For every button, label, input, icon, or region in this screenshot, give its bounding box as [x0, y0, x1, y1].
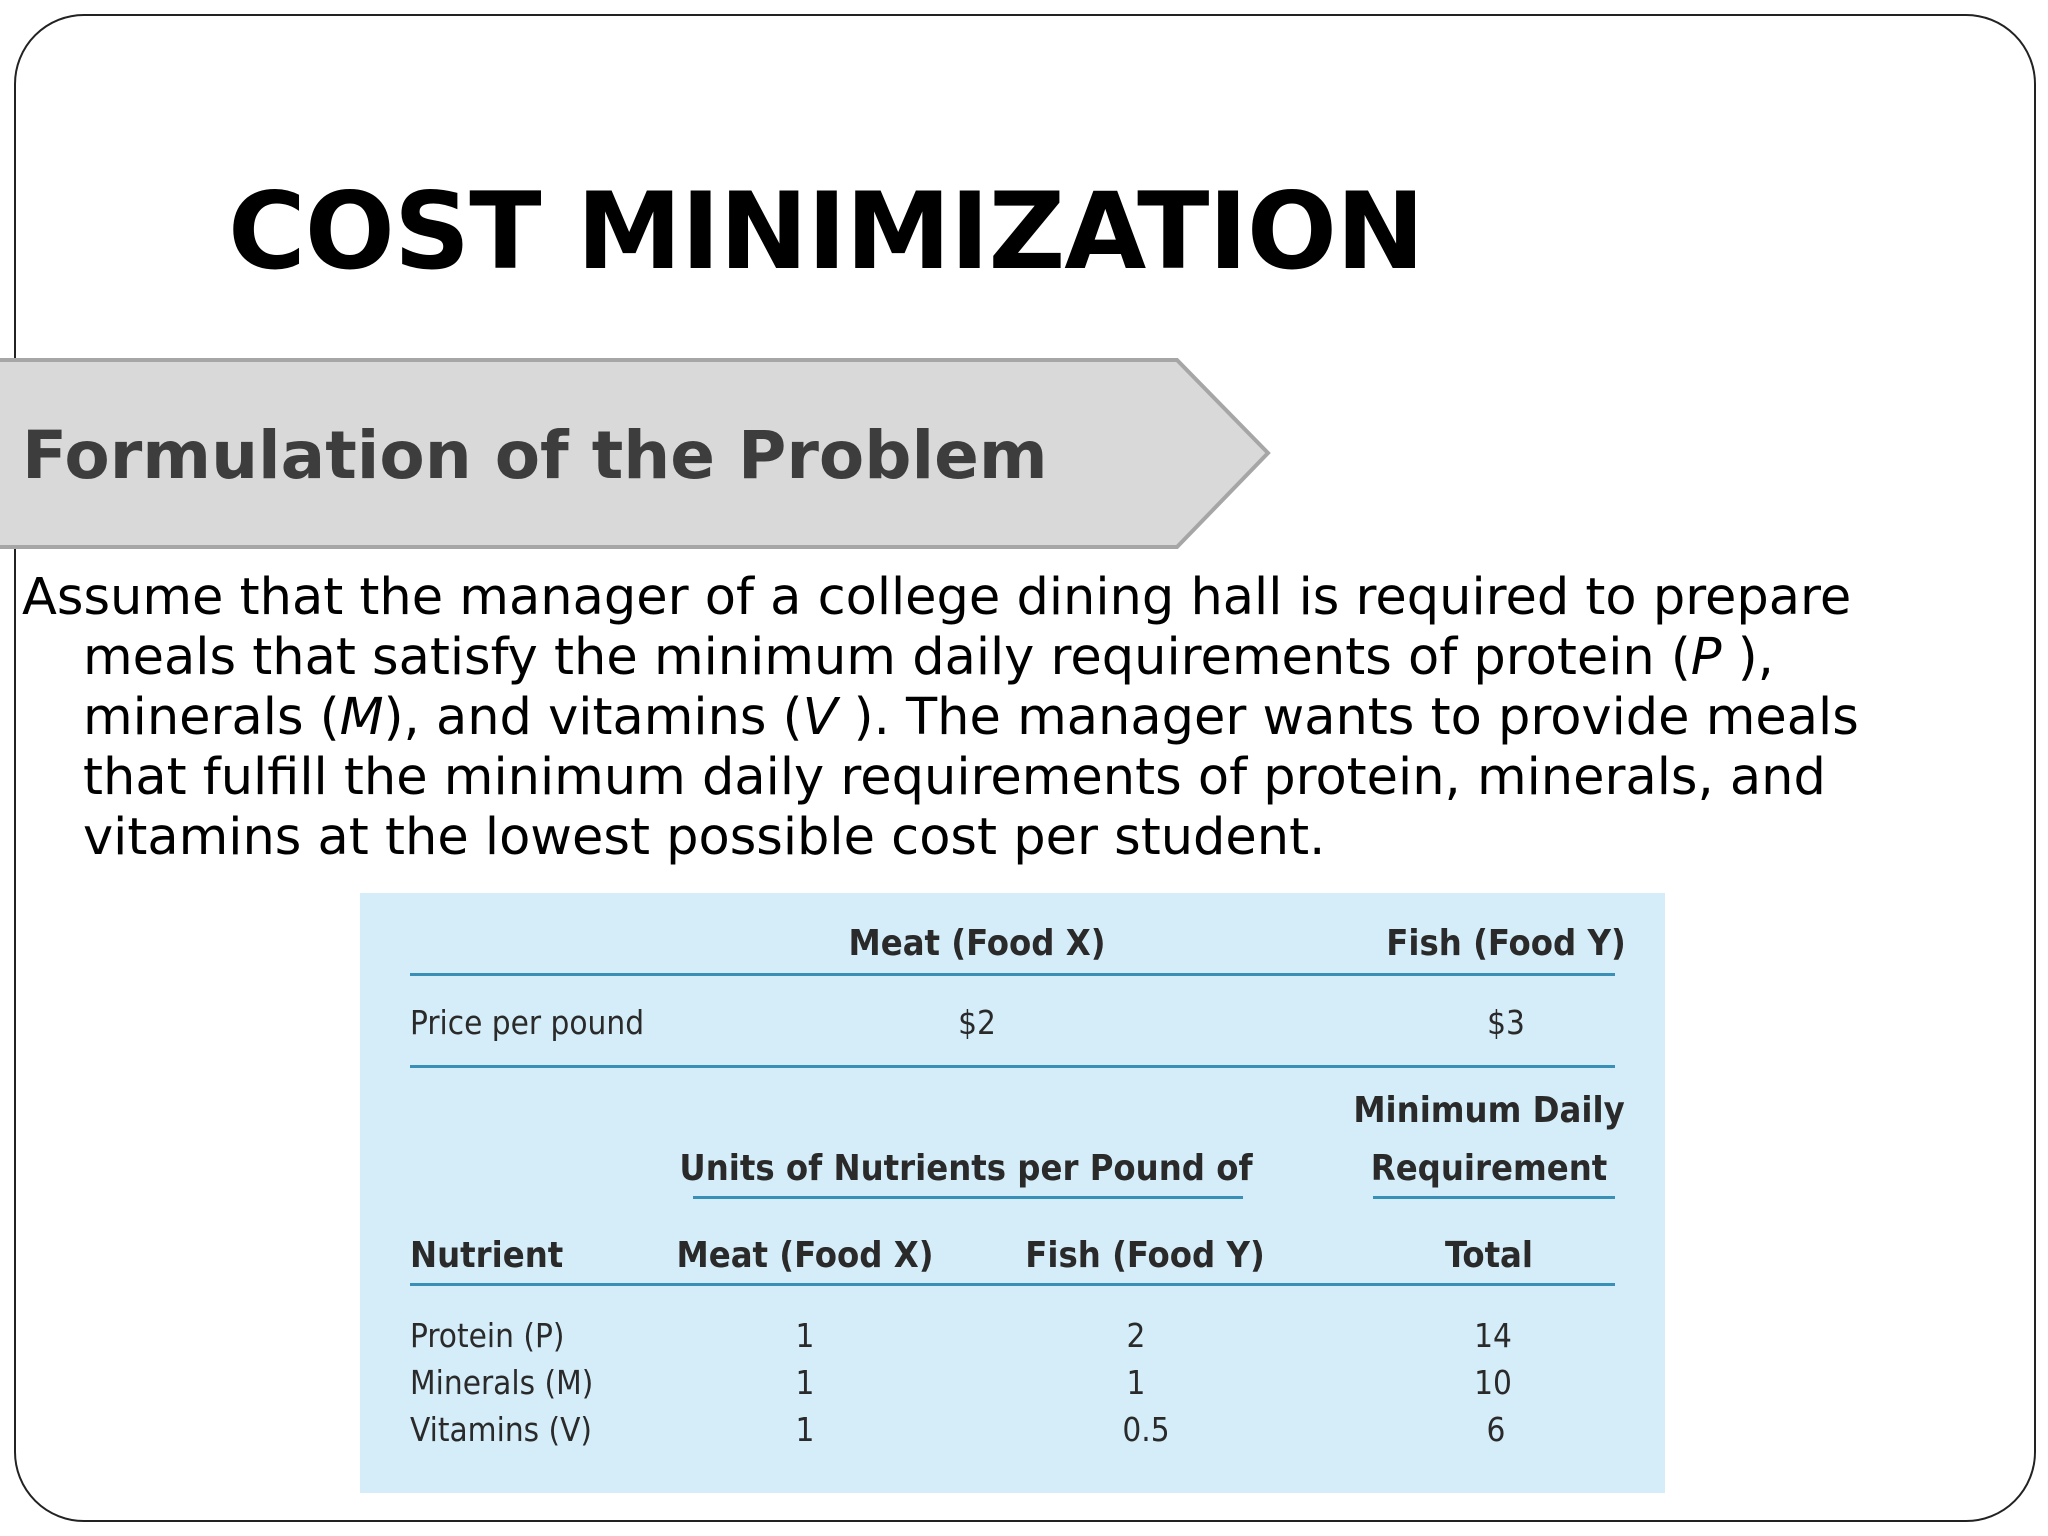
problem-line-3: minerals (M), and vitamins (V ). The manager wants to provide meals — [83, 688, 1859, 747]
nutrient-table — [360, 893, 1665, 1493]
units-header: Units of Nutrients per Pound of — [679, 1148, 1253, 1189]
col-meat: Meat (Food X) — [676, 1235, 934, 1276]
price-rule — [410, 1065, 1615, 1068]
row-minerals-fish: 1 — [1126, 1363, 1146, 1402]
row-protein-meat: 1 — [795, 1316, 815, 1355]
min-daily-line2: Requirement — [1370, 1148, 1608, 1189]
row-vitamins-meat: 1 — [795, 1410, 815, 1449]
min-daily-line1: Minimum Daily — [1353, 1090, 1625, 1131]
row-protein-total: 14 — [1474, 1316, 1512, 1355]
price-label: Price per pound — [410, 1003, 645, 1042]
problem-line-4: that fulfill the minimum daily requirements of protein, minerals, and — [83, 748, 1826, 807]
price-fish: $3 — [1487, 1003, 1525, 1042]
section-label: Formulation of the Problem — [22, 417, 1048, 494]
problem-line-5: vitamins at the lowest possible cost per student. — [83, 808, 1326, 867]
column-header-rule — [410, 1283, 1615, 1286]
slide-title: COST MINIMIZATION — [228, 170, 1424, 293]
row-minerals-nutrient: Minerals (M) — [410, 1363, 594, 1402]
row-minerals-total: 10 — [1474, 1363, 1512, 1402]
units-rule — [693, 1196, 1243, 1199]
price-meat: $2 — [958, 1003, 996, 1042]
row-vitamins-total: 6 — [1486, 1410, 1506, 1449]
col-nutrient: Nutrient — [410, 1235, 564, 1276]
header-meat: Meat (Food X) — [848, 923, 1106, 964]
row-minerals-meat: 1 — [795, 1363, 815, 1402]
row-vitamins-fish: 0.5 — [1122, 1410, 1170, 1449]
problem-line-2: meals that satisfy the minimum daily requirements of protein (P ), — [83, 628, 1774, 687]
problem-statement — [22, 568, 1982, 868]
row-protein-nutrient: Protein (P) — [410, 1316, 565, 1355]
col-total: Total — [1445, 1235, 1533, 1276]
header-rule — [410, 973, 1615, 976]
row-vitamins-nutrient: Vitamins (V) — [410, 1410, 593, 1449]
col-fish: Fish (Food Y) — [1025, 1235, 1265, 1276]
header-fish: Fish (Food Y) — [1386, 923, 1626, 964]
min-daily-rule — [1373, 1196, 1615, 1199]
problem-line-1: Assume that the manager of a college dining hall is required to prepare — [22, 568, 1852, 627]
row-protein-fish: 2 — [1126, 1316, 1146, 1355]
